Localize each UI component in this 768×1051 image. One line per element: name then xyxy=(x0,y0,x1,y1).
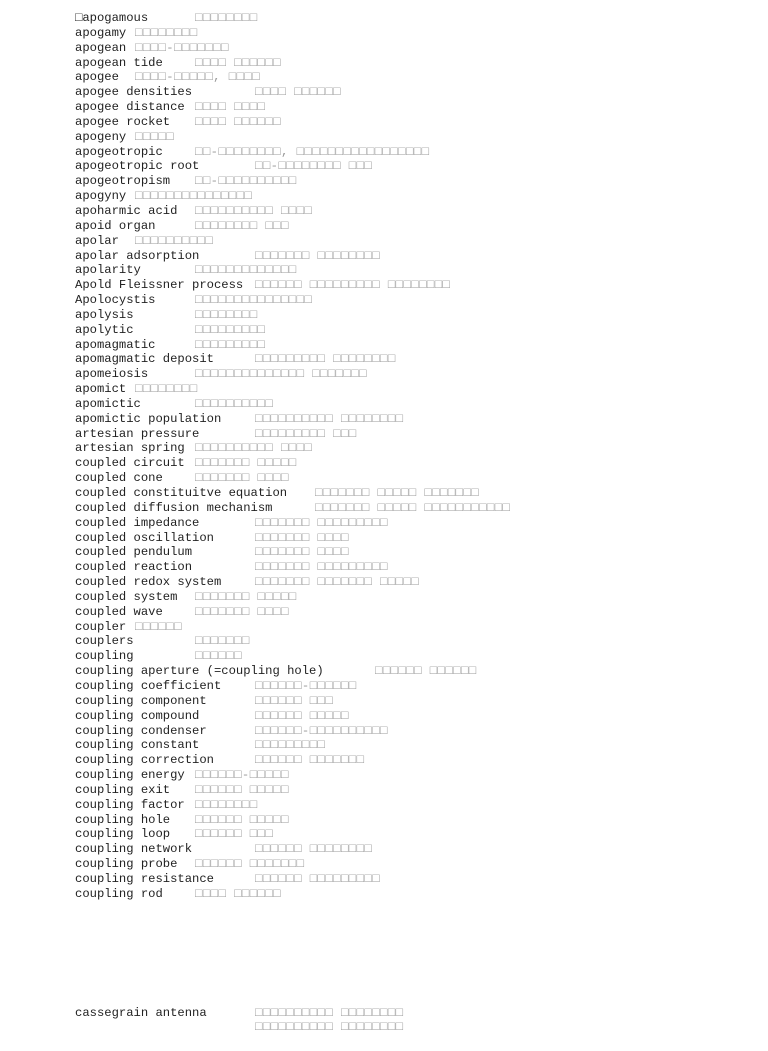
glossary-entry xyxy=(75,649,748,664)
entry-term: apomeiosis xyxy=(75,367,149,382)
glossary-entry xyxy=(75,857,748,872)
entry-gloss: □□□□□□□□□ xyxy=(255,738,326,753)
glossary-entry xyxy=(75,352,748,367)
entry-term: coupled circuit xyxy=(75,456,185,471)
glossary-entry xyxy=(75,887,748,902)
glossary-entry xyxy=(75,100,748,115)
entry-gloss: □□□□□□□□□□ xyxy=(135,233,214,248)
entry-term: apogeotropic root xyxy=(75,159,200,174)
entry-term: coupling probe xyxy=(75,857,178,872)
glossary-entry xyxy=(75,441,748,456)
entry-gloss: □□□□□□□□□□ □□□□ xyxy=(195,441,313,456)
glossary-entry xyxy=(75,367,748,382)
entry-term: apogee distance xyxy=(75,100,185,115)
entry-term: coupling exit xyxy=(75,782,171,797)
glossary-entry xyxy=(75,531,748,546)
entry-term: apogean xyxy=(75,40,127,55)
glossary-entry xyxy=(75,813,748,828)
entry-gloss: □□□□□□□□□□ xyxy=(195,396,274,411)
entry-term: artesian spring xyxy=(75,441,185,456)
glossary-entry xyxy=(75,486,748,501)
entry-gloss: □□□□□□□ □□□□□ □□□□□□□ xyxy=(315,486,480,500)
entry-term: apogeotropic xyxy=(75,144,163,159)
entry-term: coupling hole xyxy=(75,812,171,827)
entry-gloss: □□□□□□□ □□□□ xyxy=(255,530,349,545)
entry-term: apomagmatic deposit xyxy=(75,352,214,367)
entry-gloss: □□□□-□□□□□, □□□□ xyxy=(135,70,261,85)
entry-gloss: □□□□□□□ □□□□ xyxy=(255,545,349,560)
glossary-entry xyxy=(75,338,748,353)
entry-term: apoid organ xyxy=(75,218,156,233)
entry-gloss: □□□□□□□□□□□□□□□ xyxy=(135,189,253,204)
entry-term: coupling factor xyxy=(75,797,185,812)
glossary-entry xyxy=(75,872,748,887)
entry-term: apolysis xyxy=(75,307,134,322)
entry-gloss: □□□□□□□ □□□□□□□ □□□□□ xyxy=(255,575,420,590)
glossary-entry xyxy=(75,115,748,130)
glossary-entry xyxy=(75,842,748,857)
entry-gloss: □□□□□□□□□□ □□□□□□□□ xyxy=(255,411,404,426)
entry-term: couplers xyxy=(75,634,134,649)
entry-gloss: □□□□□□□ □□□□□□□□□ xyxy=(255,560,388,575)
entry-term: coupling resistance xyxy=(75,871,214,886)
entry-gloss: □□□□□□□ xyxy=(195,634,250,649)
glossary-entry xyxy=(75,11,748,26)
entry-gloss: □□□□□□ □□□□□ xyxy=(195,782,289,797)
entry-gloss: □□□□□□□□□□ □□□□ xyxy=(195,203,313,218)
entry-gloss: □□□□□□□ □□□□ xyxy=(195,604,289,619)
entry-term: Apold Fleissner process xyxy=(75,278,244,293)
glossary-entry xyxy=(75,620,748,635)
entry-gloss: □□□□□□□ □□□□□ xyxy=(195,456,297,471)
entry-gloss: □□□□ □□□□□□ xyxy=(195,55,281,70)
entry-term: apolytic xyxy=(75,322,134,337)
glossary-entry-cassegrain xyxy=(75,1006,755,1021)
entry-gloss: □□□□□□□□ xyxy=(195,11,258,25)
glossary-entry xyxy=(75,427,748,442)
glossary-entry xyxy=(75,575,748,590)
glossary-entry xyxy=(75,471,748,486)
glossary-entry xyxy=(75,278,748,293)
glossary-entry xyxy=(75,412,748,427)
entry-term: apoharmic acid xyxy=(75,203,178,218)
entry-term: apomictic population xyxy=(75,411,222,426)
entry-term: □apogamous xyxy=(75,11,149,25)
entry-gloss: □□□□□□-□□□□□□□□□□ xyxy=(255,723,388,738)
entry-term: cassegrain antenna xyxy=(75,1006,207,1020)
glossary-entry xyxy=(75,827,748,842)
entry-gloss: □□□□□□□□ □□□ xyxy=(195,218,289,233)
entry-term: coupled diffusion mechanism xyxy=(75,500,273,515)
glossary-entry xyxy=(75,724,748,739)
glossary-entry xyxy=(75,189,748,204)
entry-term: coupling xyxy=(75,649,134,664)
entry-term: coupled reaction xyxy=(75,560,193,575)
entry-gloss: □□□□□□□□□ □□□ xyxy=(255,426,357,441)
entry-gloss: □□-□□□□□□□□□□ xyxy=(195,174,297,189)
glossary-entry xyxy=(75,308,748,323)
glossary-entry xyxy=(75,501,748,516)
entry-gloss: □□□□□□□ □□□□□ □□□□□□□□□□□ xyxy=(315,500,511,515)
entry-gloss: □□□□□□□□□□□□□ xyxy=(195,263,297,278)
entry-term: coupled pendulum xyxy=(75,545,193,560)
entry-term: coupled cone xyxy=(75,471,163,486)
entry-gloss: □□□□□□ □□□ xyxy=(255,693,334,708)
entry-gloss: □□□□□□□□□□ □□□□□□□□ xyxy=(255,1006,404,1020)
entry-term: apomagmatic xyxy=(75,337,156,352)
glossary-entry xyxy=(75,41,748,56)
glossary-entry xyxy=(75,783,748,798)
entry-gloss: □□□□ □□□□□□ xyxy=(195,114,281,129)
entry-term: apolar xyxy=(75,233,119,248)
entry-term: apogeotropism xyxy=(75,174,171,189)
glossary-entry xyxy=(75,679,748,694)
entry-gloss: □□□□□□□ □□□□ xyxy=(195,471,289,486)
glossary-entry xyxy=(75,249,748,264)
glossary-entry xyxy=(75,516,748,531)
glossary-entry xyxy=(75,234,748,249)
glossary-entry xyxy=(75,85,748,100)
entry-term: coupling aperture (=coupling hole) xyxy=(75,664,324,679)
entry-term: artesian pressure xyxy=(75,426,200,441)
entry-term: coupled impedance xyxy=(75,515,200,530)
glossary-entry xyxy=(75,204,748,219)
entry-gloss: □□□□□□ □□□□□□ xyxy=(375,664,477,679)
glossary-entry xyxy=(75,382,748,397)
entry-gloss: □□□□□□ □□□ xyxy=(195,827,274,842)
entry-term: Apolocystis xyxy=(75,293,156,308)
entry-term: coupling correction xyxy=(75,753,214,768)
entry-term: coupling rod xyxy=(75,886,163,901)
entry-term: apomictic xyxy=(75,396,141,411)
glossary-entry xyxy=(75,219,748,234)
entry-term: apogee rocket xyxy=(75,114,171,129)
glossary-entry xyxy=(75,634,748,649)
glossary-entry xyxy=(75,159,748,174)
entry-gloss: □□□□ □□□□□□ xyxy=(195,886,281,901)
entry-term: coupling constant xyxy=(75,738,200,753)
entry-gloss: □□-□□□□□□□□ □□□ xyxy=(255,159,373,174)
entry-term: apomict xyxy=(75,382,127,397)
glossary-entry xyxy=(75,709,748,724)
entry-gloss: □□□□□□ □□□□□□□□□ □□□□□□□□ xyxy=(255,278,451,293)
entry-gloss: □□□□□□□□ xyxy=(135,25,198,40)
entry-gloss: □□□□□□□□□□□□□□□ xyxy=(195,293,313,308)
entry-term: apogeny xyxy=(75,129,127,144)
entry-term: coupling condenser xyxy=(75,723,207,738)
entry-term: coupled constituitve equation xyxy=(75,486,288,500)
entry-term: coupling component xyxy=(75,693,207,708)
entry-gloss: □□□□□□□ □□□□□ xyxy=(195,589,297,604)
glossary-entry xyxy=(75,26,748,41)
entry-term: coupled system xyxy=(75,589,178,604)
glossary-entry xyxy=(75,397,748,412)
entry-term: coupling coefficient xyxy=(75,678,222,693)
entry-gloss: □□□□□□□ □□□□□□□□□ xyxy=(255,515,388,530)
glossary-entry xyxy=(75,130,748,145)
entry-gloss: □□□□-□□□□□□□ xyxy=(135,40,229,55)
entry-gloss: □□□□□□□□□ xyxy=(195,322,266,337)
entry-gloss: □□□□□□□□□□□□□□ □□□□□□□ xyxy=(195,367,367,382)
glossary-entry xyxy=(75,590,748,605)
entry-gloss: □□□□□□□□□□ □□□□□□□□ xyxy=(255,1020,404,1034)
glossary-entry xyxy=(75,56,748,71)
glossary-entry xyxy=(75,738,748,753)
glossary-entry xyxy=(75,560,748,575)
entry-term: apolarity xyxy=(75,263,141,278)
glossary-list xyxy=(75,11,748,902)
entry-term: apogee densities xyxy=(75,85,193,100)
entry-gloss: □□□□□□ □□□□□ xyxy=(195,812,289,827)
entry-gloss: □□□□□□□ □□□□□□□□ xyxy=(255,248,381,263)
glossary-entry xyxy=(75,664,748,679)
entry-term: coupled oscillation xyxy=(75,530,214,545)
entry-term: coupling loop xyxy=(75,827,171,842)
entry-gloss: □□□□□□□□ xyxy=(135,382,198,397)
entry-term: apogyny xyxy=(75,189,127,204)
entry-term: apogamy xyxy=(75,25,127,40)
glossary-entry xyxy=(75,753,748,768)
entry-gloss: □□□□□□ xyxy=(195,649,242,664)
entry-term: apogee xyxy=(75,70,119,85)
entry-term: coupler xyxy=(75,619,127,634)
entry-gloss: □□□□□□□□ xyxy=(195,307,258,322)
glossary-entry xyxy=(75,145,748,160)
glossary-entry-cut-off xyxy=(75,1020,755,1035)
entry-gloss: □□□□□□ □□□□□□□ xyxy=(255,753,365,768)
glossary-entry xyxy=(75,694,748,709)
entry-term: coupling network xyxy=(75,842,193,857)
entry-gloss: □□□□ □□□□ xyxy=(195,100,266,115)
entry-gloss: □□□□□□ □□□□□ xyxy=(255,708,349,723)
entry-gloss: □□□□□□ □□□□□□□ xyxy=(195,857,305,872)
glossary-entry xyxy=(75,70,748,85)
entry-gloss: □□□□□□-□□□□□□ xyxy=(255,678,357,693)
glossary-entry xyxy=(75,605,748,620)
entry-term: coupling energy xyxy=(75,768,185,783)
glossary-entry xyxy=(75,798,748,813)
entry-term: coupled wave xyxy=(75,604,163,619)
entry-gloss: □□□□□□ □□□□□□□□□ xyxy=(255,871,381,886)
glossary-entry xyxy=(75,293,748,308)
entry-term: coupled redox system xyxy=(75,575,222,590)
entry-gloss: □□□□ □□□□□□ xyxy=(255,85,341,100)
entry-gloss: □□□□□□ xyxy=(135,619,182,634)
entry-term: apogean tide xyxy=(75,55,163,70)
glossary-entry xyxy=(75,323,748,338)
glossary-entry xyxy=(75,263,748,278)
entry-gloss: □□□□□□□□□ xyxy=(195,337,266,352)
entry-gloss: □□□□□ xyxy=(135,129,175,144)
entry-gloss: □□□□□□□□ xyxy=(195,797,258,812)
glossary-entry xyxy=(75,768,748,783)
glossary-entry xyxy=(75,174,748,189)
glossary-entry xyxy=(75,456,748,471)
entry-term: coupling compound xyxy=(75,708,200,723)
glossary-entry xyxy=(75,545,748,560)
entry-gloss: □□-□□□□□□□□, □□□□□□□□□□□□□□□□□ xyxy=(195,144,430,159)
entry-gloss: □□□□□□□□□ □□□□□□□□ xyxy=(255,352,396,367)
entry-term: apolar adsorption xyxy=(75,248,200,263)
entry-gloss: □□□□□□-□□□□□ xyxy=(195,768,289,783)
entry-gloss: □□□□□□ □□□□□□□□ xyxy=(255,842,373,857)
